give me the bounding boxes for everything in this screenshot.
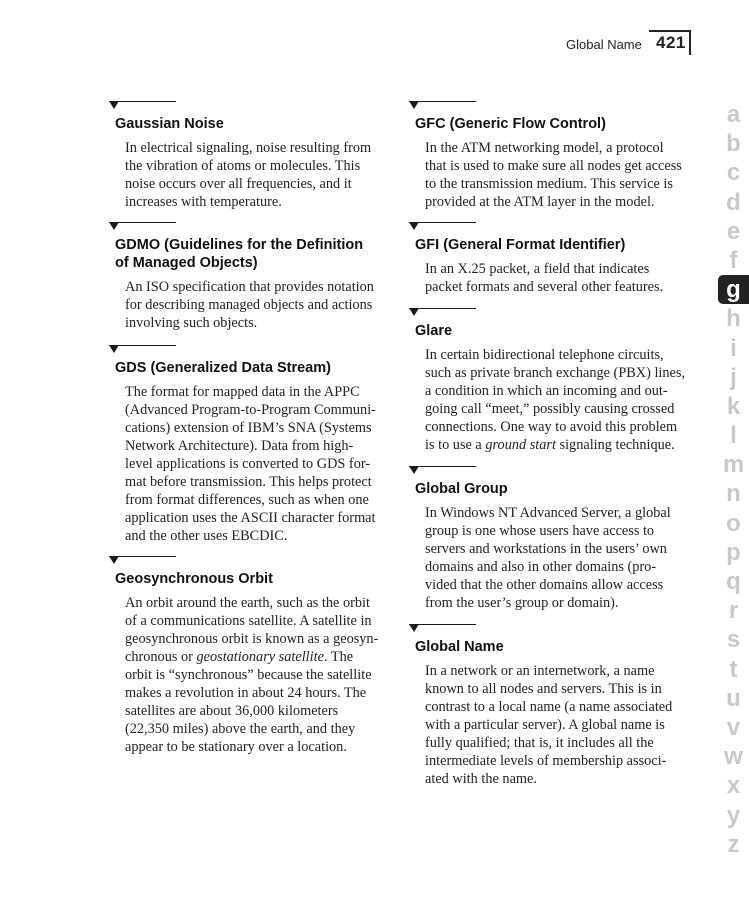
entry-geosynchronous-orbit [109,556,378,756]
triangle-marker-icon [109,101,119,109]
page-number: 421 [656,33,686,52]
entry-gaussian-noise [109,101,371,211]
thumb-tab-k: k [726,392,741,420]
thumb-tab-v: v [726,713,741,741]
entry-marker [109,222,374,236]
entry-marker [409,308,685,322]
thumb-tab-e: e [726,217,741,245]
entry-gds [109,345,376,545]
thumb-tab-p: p [726,538,741,566]
thumb-tab-f: f [729,246,738,274]
triangle-marker-icon [409,101,419,109]
entry-marker [109,345,376,359]
term-heading: Glare [415,323,453,339]
thumb-tab-d: d [726,188,741,216]
definition: In the ATM networking model, a protocol that is used to make sure all nodes get access to the transmission medium. This service is provided at the ATM layer in the model. [425,140,682,210]
entry-marker [409,101,682,115]
entry-marker [409,222,663,236]
thumb-tab-w: w [724,743,743,771]
thumb-tab-u: u [726,684,741,712]
thumb-tab-z: z [727,830,740,858]
thumb-tab-m: m [722,451,745,479]
running-header-title: Global Name [566,37,642,52]
thumb-tab-h: h [726,305,741,333]
definition: In a network or an internetwork, a name known to all nodes and servers. This is in contrast to a local name (a name associated with a particular server). A global name is fully qualified; that is, it includes all the intermediate levels of membership associ- ated with the name. [425,663,673,787]
entry-global-name [409,624,672,788]
term-heading: Global Group [415,481,508,497]
definition: In certain bidirectional telephone circuits, such as private branch exchange (PBX) lines, a condition in which an incoming and out- going call “meet,” possibly causing crossed connections. One way to avoid this problem is to use a ground start signaling technique. [425,347,686,453]
entry-marker [109,101,371,115]
thumb-tab-o: o [726,509,741,537]
thumb-tab-b: b [726,130,741,158]
entry-gfi [409,222,663,296]
entry-marker [409,466,671,480]
thumb-tab-t: t [729,655,738,683]
header-rule-horizontal [649,30,691,32]
entry-marker [109,556,378,570]
definition: An ISO specification that provides notation for describing managed objects and actions involving such objects. [125,279,374,331]
definition: An orbit around the earth, such as the orbit of a communications satellite. A satellite in geosynchronous orbit is known as a geosyn- chronous or geostationary satellite. The orbit is “synchronous” because the satellite makes a revolution in about 24 hours. The satellites are about 36,000 kilometers (22,350 miles) above the earth, and they appear to be stationary over a location. [125,595,379,755]
definition: In an X.25 packet, a field that indicates packet formats and several other features. [425,261,664,295]
term-heading: Global Name [415,639,504,655]
thumb-tab-y: y [726,801,741,829]
triangle-marker-icon [109,222,119,230]
thumb-tab-i: i [730,334,737,362]
entry-glare [409,308,685,454]
triangle-marker-icon [409,466,419,474]
definition: In Windows NT Advanced Server, a global group is one whose users have access to servers and workstations in the users’ own domains and also in other domains (pro- vided that the other domains allow access from the user’s group or domain). [425,505,671,611]
entry-gfc [409,101,682,211]
term-heading: Geosynchronous Orbit [115,571,273,587]
term-heading: GDS (Generalized Data Stream) [115,360,331,376]
header-rule-vertical [689,30,691,55]
thumb-tab-x: x [726,772,741,800]
term-heading: GFC (Generic Flow Control) [415,116,606,132]
triangle-marker-icon [109,556,119,564]
term-heading: GDMO (Guidelines for the Definition of Managed Objects) [115,237,364,271]
thumb-tab-g: g [718,275,749,304]
entry-global-group [409,466,671,612]
thumb-tab-j: j [730,363,737,391]
thumb-tab-c: c [726,159,741,187]
triangle-marker-icon [409,624,419,632]
thumb-tab-a: a [726,101,741,128]
entry-gdmo [109,222,374,332]
definition: The format for mapped data in the APPC (Advanced Program-to-Program Communi- cations) extension of IBM’s SNA (Systems Network Architecture). Data from high- level applications is converted to GDS for- mat before transmission. This helps protect from format differences, such as when one application uses the ASCII character format and the other uses EBCDIC. [125,384,376,544]
thumb-tab-s: s [726,626,741,654]
triangle-marker-icon [409,222,419,230]
entry-marker [409,624,672,638]
triangle-marker-icon [409,308,419,316]
triangle-marker-icon [109,345,119,353]
definition: In electrical signaling, noise resulting from the vibration of atoms or molecules. This noise occurs over all frequencies, and it increases with temperature. [125,140,372,210]
thumb-tab-r: r [728,597,739,625]
term-heading: GFI (General Format Identifier) [415,237,626,253]
thumb-tab-l: l [730,422,737,450]
thumb-tab-n: n [726,480,741,508]
alphabet-thumb-index [718,100,749,859]
term-heading: Gaussian Noise [115,116,224,132]
thumb-tab-q: q [726,568,741,595]
